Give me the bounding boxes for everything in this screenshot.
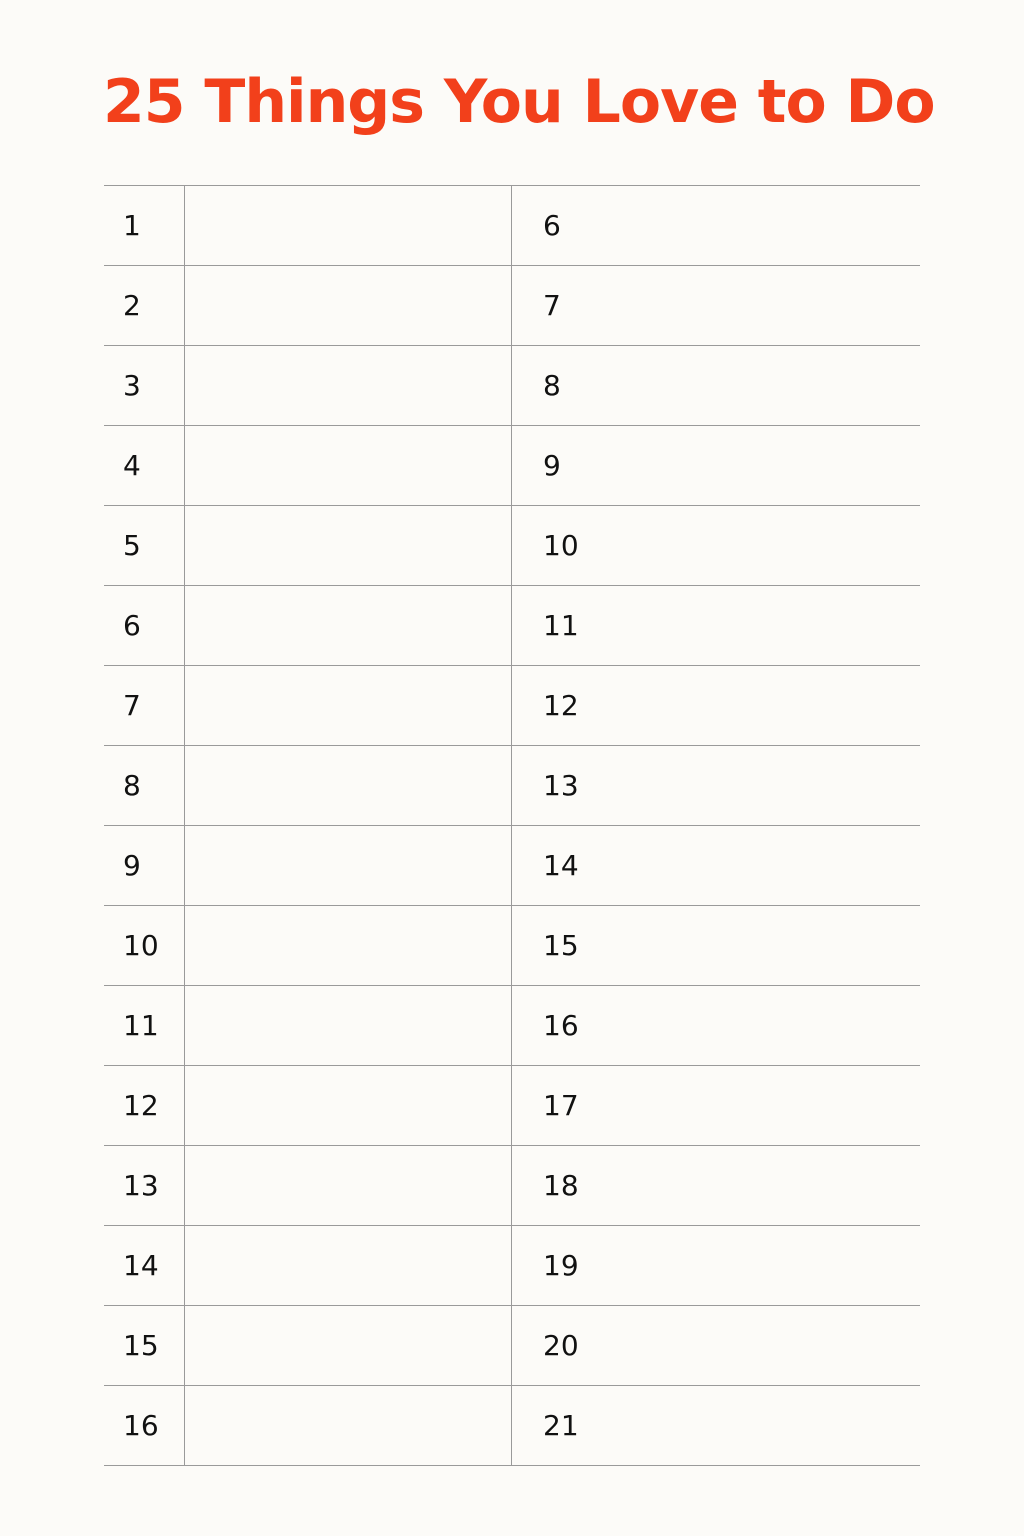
row-number-left: 3 <box>104 346 185 425</box>
row-number-right: 17 <box>543 1089 579 1122</box>
row-number-left: 6 <box>104 586 185 665</box>
entry-cell-left <box>185 1066 512 1145</box>
row-number-right: 7 <box>543 289 561 322</box>
entry-cell-left <box>185 186 512 265</box>
table-row <box>104 426 920 506</box>
entry-cell-left <box>185 906 512 985</box>
row-number-right: 14 <box>543 849 579 882</box>
entry-cell-left <box>185 986 512 1065</box>
row-number-left: 2 <box>104 266 185 345</box>
row-number-left: 13 <box>104 1146 185 1225</box>
table-row <box>104 1226 920 1306</box>
row-number-right: 12 <box>543 689 579 722</box>
table-row <box>104 906 920 986</box>
row-number-right: 6 <box>543 209 561 242</box>
list-table <box>104 185 920 1466</box>
row-number-left: 5 <box>104 506 185 585</box>
row-number-left: 8 <box>104 746 185 825</box>
entry-cell-left <box>185 1146 512 1225</box>
page-title: 25 Things You Love to Do <box>103 67 935 137</box>
row-number-right: 13 <box>543 769 579 802</box>
row-number-right: 20 <box>543 1329 579 1362</box>
table-row <box>104 186 920 266</box>
table-row <box>104 746 920 826</box>
row-number-left: 14 <box>104 1226 185 1305</box>
table-row <box>104 1386 920 1466</box>
table-row <box>104 826 920 906</box>
table-row <box>104 266 920 346</box>
entry-cell-left <box>185 666 512 745</box>
row-number-right: 18 <box>543 1169 579 1202</box>
row-number-right: 8 <box>543 369 561 402</box>
table-row <box>104 346 920 426</box>
row-number-left: 12 <box>104 1066 185 1145</box>
row-number-right: 9 <box>543 449 561 482</box>
row-number-right: 15 <box>543 929 579 962</box>
row-number-left: 11 <box>104 986 185 1065</box>
entry-cell-left <box>185 1226 512 1305</box>
table-row <box>104 1066 920 1146</box>
entry-cell-left <box>185 346 512 425</box>
entry-cell-left <box>185 506 512 585</box>
table-row <box>104 506 920 586</box>
row-number-left: 10 <box>104 906 185 985</box>
row-number-right: 11 <box>543 609 579 642</box>
row-number-left: 9 <box>104 826 185 905</box>
row-number-right: 16 <box>543 1009 579 1042</box>
row-number-right: 10 <box>543 529 579 562</box>
row-number-left: 16 <box>104 1386 185 1465</box>
row-number-left: 15 <box>104 1306 185 1385</box>
table-row <box>104 586 920 666</box>
row-number-right: 21 <box>543 1409 579 1442</box>
row-number-left: 1 <box>104 186 185 265</box>
entry-cell-left <box>185 266 512 345</box>
table-row <box>104 986 920 1066</box>
table-row <box>104 1146 920 1226</box>
entry-cell-left <box>185 826 512 905</box>
row-number-right: 19 <box>543 1249 579 1282</box>
entry-cell-left <box>185 746 512 825</box>
entry-cell-left <box>185 1386 512 1465</box>
row-number-left: 4 <box>104 426 185 505</box>
table-row <box>104 1306 920 1386</box>
entry-cell-left <box>185 1306 512 1385</box>
row-number-left: 7 <box>104 666 185 745</box>
entry-cell-left <box>185 586 512 665</box>
entry-cell-left <box>185 426 512 505</box>
table-row <box>104 666 920 746</box>
